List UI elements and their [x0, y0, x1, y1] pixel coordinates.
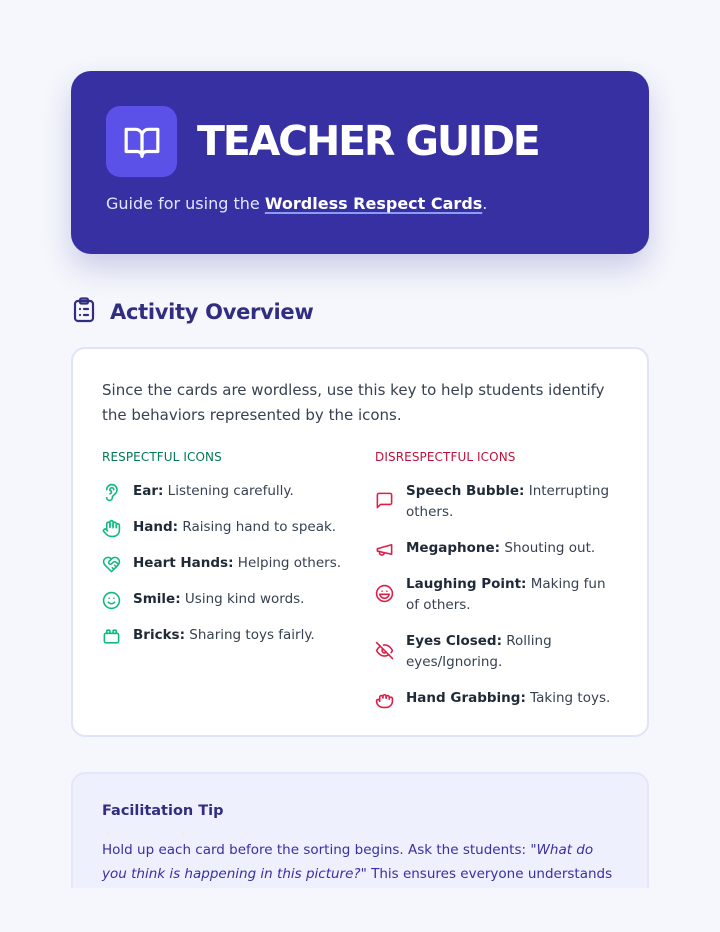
activity-overview-heading — [72, 296, 313, 328]
item-name: Laughing Point: — [406, 576, 527, 592]
item-name: Hand Grabbing: — [406, 690, 526, 706]
tip-quote: "What do you think is happening in this picture?" — [102, 842, 594, 882]
item-desc: Listening carefully. — [163, 483, 294, 499]
list-item — [375, 538, 615, 559]
ear-icon — [102, 483, 121, 502]
list-item — [375, 631, 615, 673]
wordless-respect-cards-link[interactable]: Wordless Respect Cards — [264, 194, 483, 213]
tip-title: Facilitation Tip — [102, 803, 224, 819]
clipboard-list-icon — [72, 297, 96, 327]
smile-icon — [102, 591, 121, 610]
bricks-icon — [102, 627, 121, 646]
tip-prefix: Hold up each card before the sorting begins. Ask the students: — [102, 842, 531, 858]
list-item — [102, 625, 352, 646]
list-item — [375, 688, 615, 709]
heart-handshake-icon — [102, 555, 121, 574]
item-name: Megaphone: — [406, 540, 501, 556]
item-name: Smile: — [133, 591, 181, 607]
list-item — [102, 589, 352, 610]
page-title: TEACHER GUIDE — [197, 117, 539, 165]
respectful-icons-label: RESPECTFUL ICONS — [102, 450, 222, 464]
page-subtitle — [106, 193, 487, 215]
raised-hand-icon — [102, 519, 121, 538]
list-item — [102, 517, 352, 538]
item-name: Speech Bubble: — [406, 483, 525, 499]
item-desc: Using kind words. — [180, 591, 305, 607]
megaphone-icon — [375, 540, 394, 559]
section-title: Activity Overview — [110, 300, 314, 324]
item-desc: Raising hand to speak. — [178, 519, 337, 535]
subtitle-suffix: . — [482, 194, 488, 213]
item-desc: Taking toys. — [525, 690, 611, 706]
item-desc: Helping others. — [233, 555, 342, 571]
list-item — [375, 481, 615, 523]
item-name: Bricks: — [133, 627, 185, 643]
list-item — [102, 481, 352, 502]
disrespectful-icons-column — [375, 449, 615, 724]
item-name: Ear: — [133, 483, 164, 499]
disrespectful-icons-label: DISRESPECTFUL ICONS — [375, 450, 516, 464]
item-name: Heart Hands: — [133, 555, 234, 571]
subtitle-prefix: Guide for using the — [106, 194, 265, 213]
item-desc: Shouting out. — [500, 540, 596, 556]
book-open-icon — [106, 106, 177, 177]
item-name: Eyes Closed: — [406, 633, 502, 649]
header-banner — [71, 71, 649, 254]
list-item — [375, 574, 615, 616]
speech-bubble-icon — [375, 491, 394, 510]
tip-suffix: This ensures everyone understands — [371, 866, 613, 882]
respectful-icons-column — [102, 449, 352, 661]
item-name: Hand: — [133, 519, 179, 535]
item-desc: Interrupting others. — [406, 483, 610, 520]
item-desc: Sharing toys fairly. — [185, 627, 315, 643]
overview-intro: Since the cards are wordless, use this key to help students identify the behaviors represented by the icons. — [102, 381, 605, 424]
grab-hand-icon — [375, 690, 394, 709]
item-desc: Making fun of others. — [406, 576, 606, 613]
eye-off-icon — [375, 641, 394, 660]
list-item — [102, 553, 352, 574]
laughing-icon — [375, 584, 394, 603]
activity-overview-card — [71, 347, 649, 737]
page-bottom-edge — [0, 888, 720, 932]
item-desc: Rolling eyes/Ignoring. — [406, 633, 552, 670]
